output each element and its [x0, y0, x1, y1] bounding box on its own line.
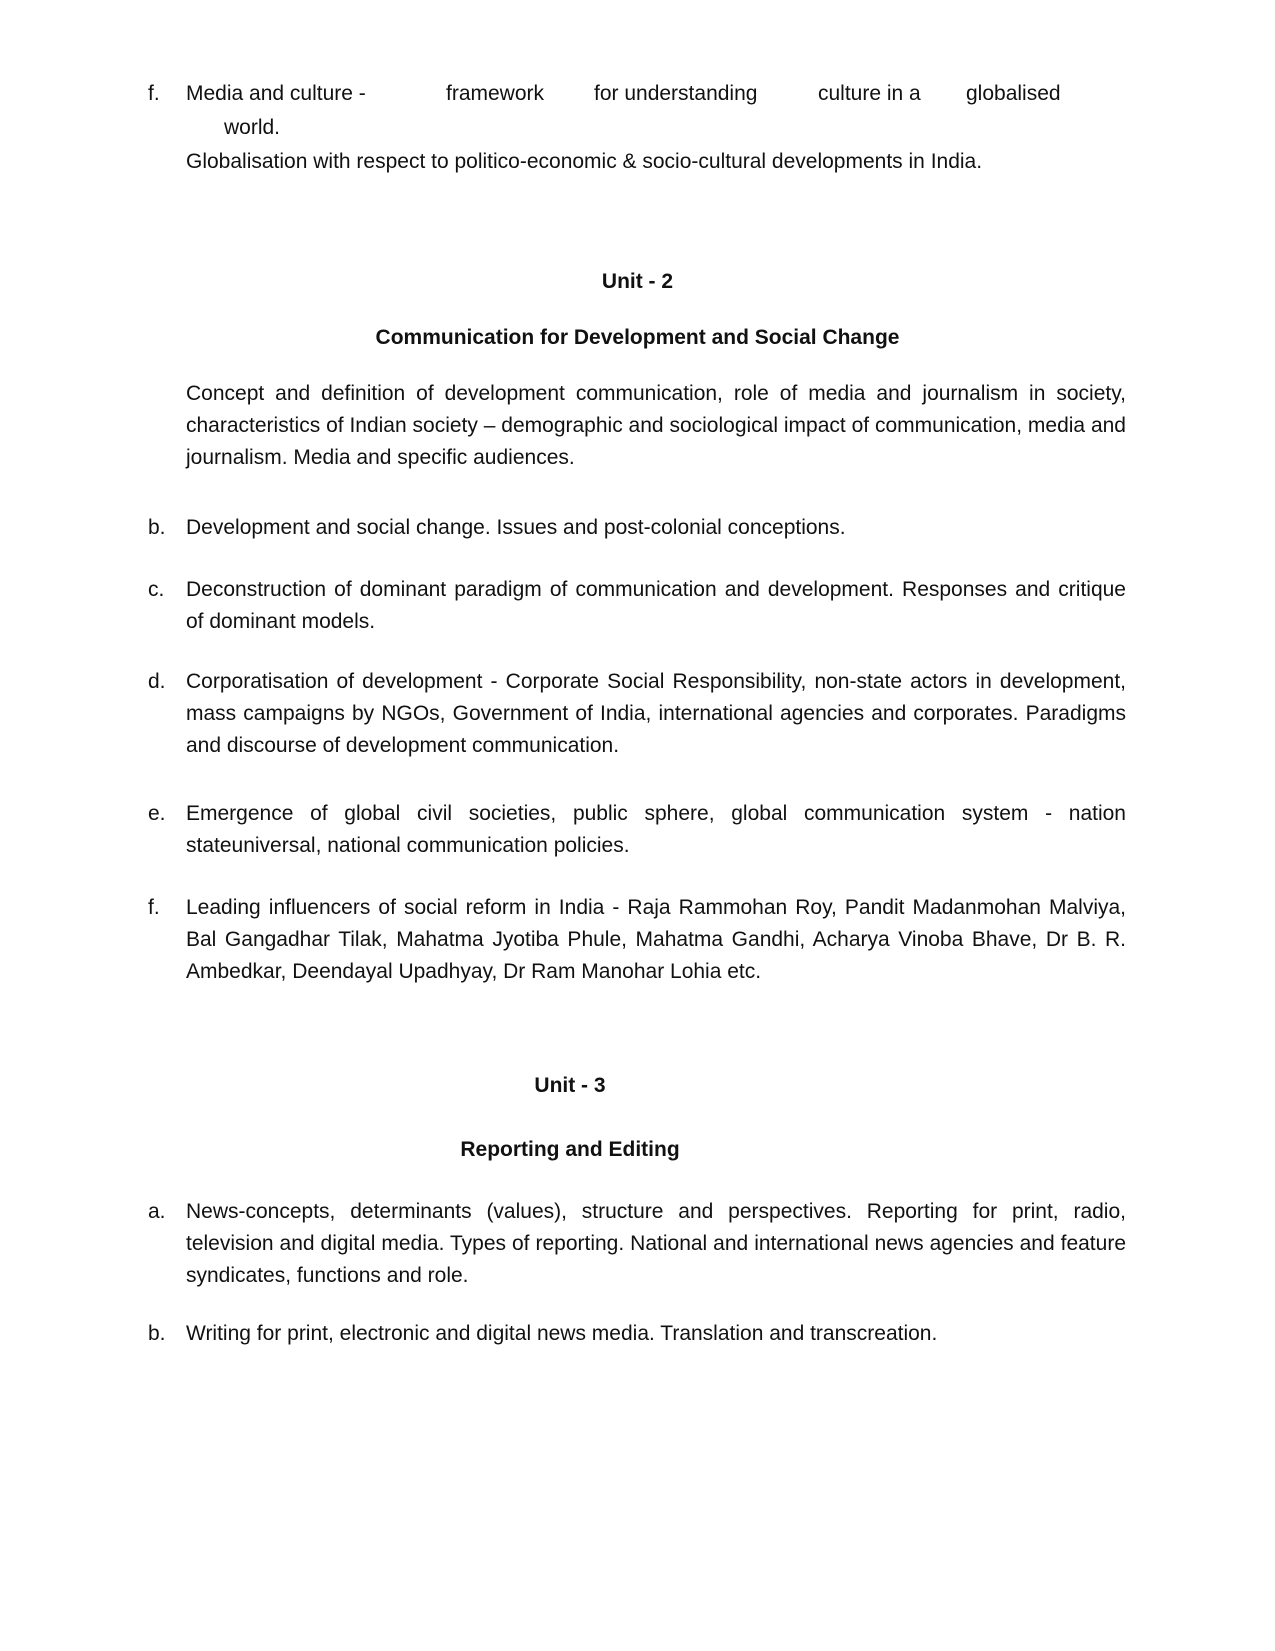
item-f-line2: world. [224, 116, 281, 139]
unit2-item-d: Corporatisation of development - Corporate Social Responsibility, non-state actors in development, mass campaigns by NGOs, Government of India, international agencies and corporates. Paradigms and discourse of development communication. [186, 670, 1126, 757]
unit2-item-e: Emergence of global civil societies, public sphere, global communication system - nation stateuniversal, national communication policies. [186, 802, 1126, 857]
unit2-item-c: Deconstruction of dominant paradigm of communication and development. Responses and critique of dominant models. [186, 578, 1126, 633]
item-f-line3: Globalisation with respect to politico-economic & socio-cultural developments in India. [186, 150, 983, 173]
unit2-item-f: Leading influencers of social reform in India - Raja Rammohan Roy, Pandit Madanmohan Malviya, Bal Gangadhar Tilak, Mahatma Jyotiba Phule, Mahatma Gandhi, Acharya Vinoba Bhave, Dr B. R. Ambedkar, Deendayal Upadhyay, Dr Ram Manohar Lohia etc. [186, 896, 1126, 983]
unit3-item-marker-b: b. [148, 1322, 166, 1345]
unit3-item-marker-a: a. [148, 1200, 166, 1223]
item-f-line1-part5: globalised [966, 82, 1061, 105]
unit2-item-b: Development and social change. Issues and post-colonial conceptions. [186, 516, 846, 539]
item-f-line1-part3: for understanding [594, 82, 758, 105]
unit3-item-b: Writing for print, electronic and digital news media. Translation and transcreation. [186, 1322, 938, 1345]
unit2-item-marker-e: e. [148, 802, 166, 825]
unit2-item-marker-d: d. [148, 670, 166, 693]
unit3-item-a: News-concepts, determinants (values), structure and perspectives. Reporting for print, radio, television and digital media. Types of reporting. National and international news agencies and feature syndicates, functions and role. [186, 1200, 1126, 1287]
unit2-intro: Concept and definition of development communication, role of media and journalism in society, characteristics of Indian society – demographic and sociological impact of communication, media and journalism. Media and specific audiences. [186, 382, 1126, 469]
unit2-label: Unit - 2 [601, 270, 674, 293]
item-f-line1-part1: Media and culture - [186, 82, 366, 105]
unit2-item-marker-f: f. [148, 896, 160, 919]
unit3-title: Reporting and Editing [460, 1138, 680, 1161]
item-f-line1-part2: framework [446, 82, 545, 105]
unit2-title: Communication for Development and Social Change [375, 326, 900, 349]
unit2-item-marker-c: c. [148, 578, 165, 601]
item-marker-f: f. [148, 82, 160, 105]
item-f-line1-part4: culture in a [818, 82, 921, 105]
unit3-label: Unit - 3 [534, 1074, 606, 1097]
unit2-item-marker-b: b. [148, 516, 166, 539]
